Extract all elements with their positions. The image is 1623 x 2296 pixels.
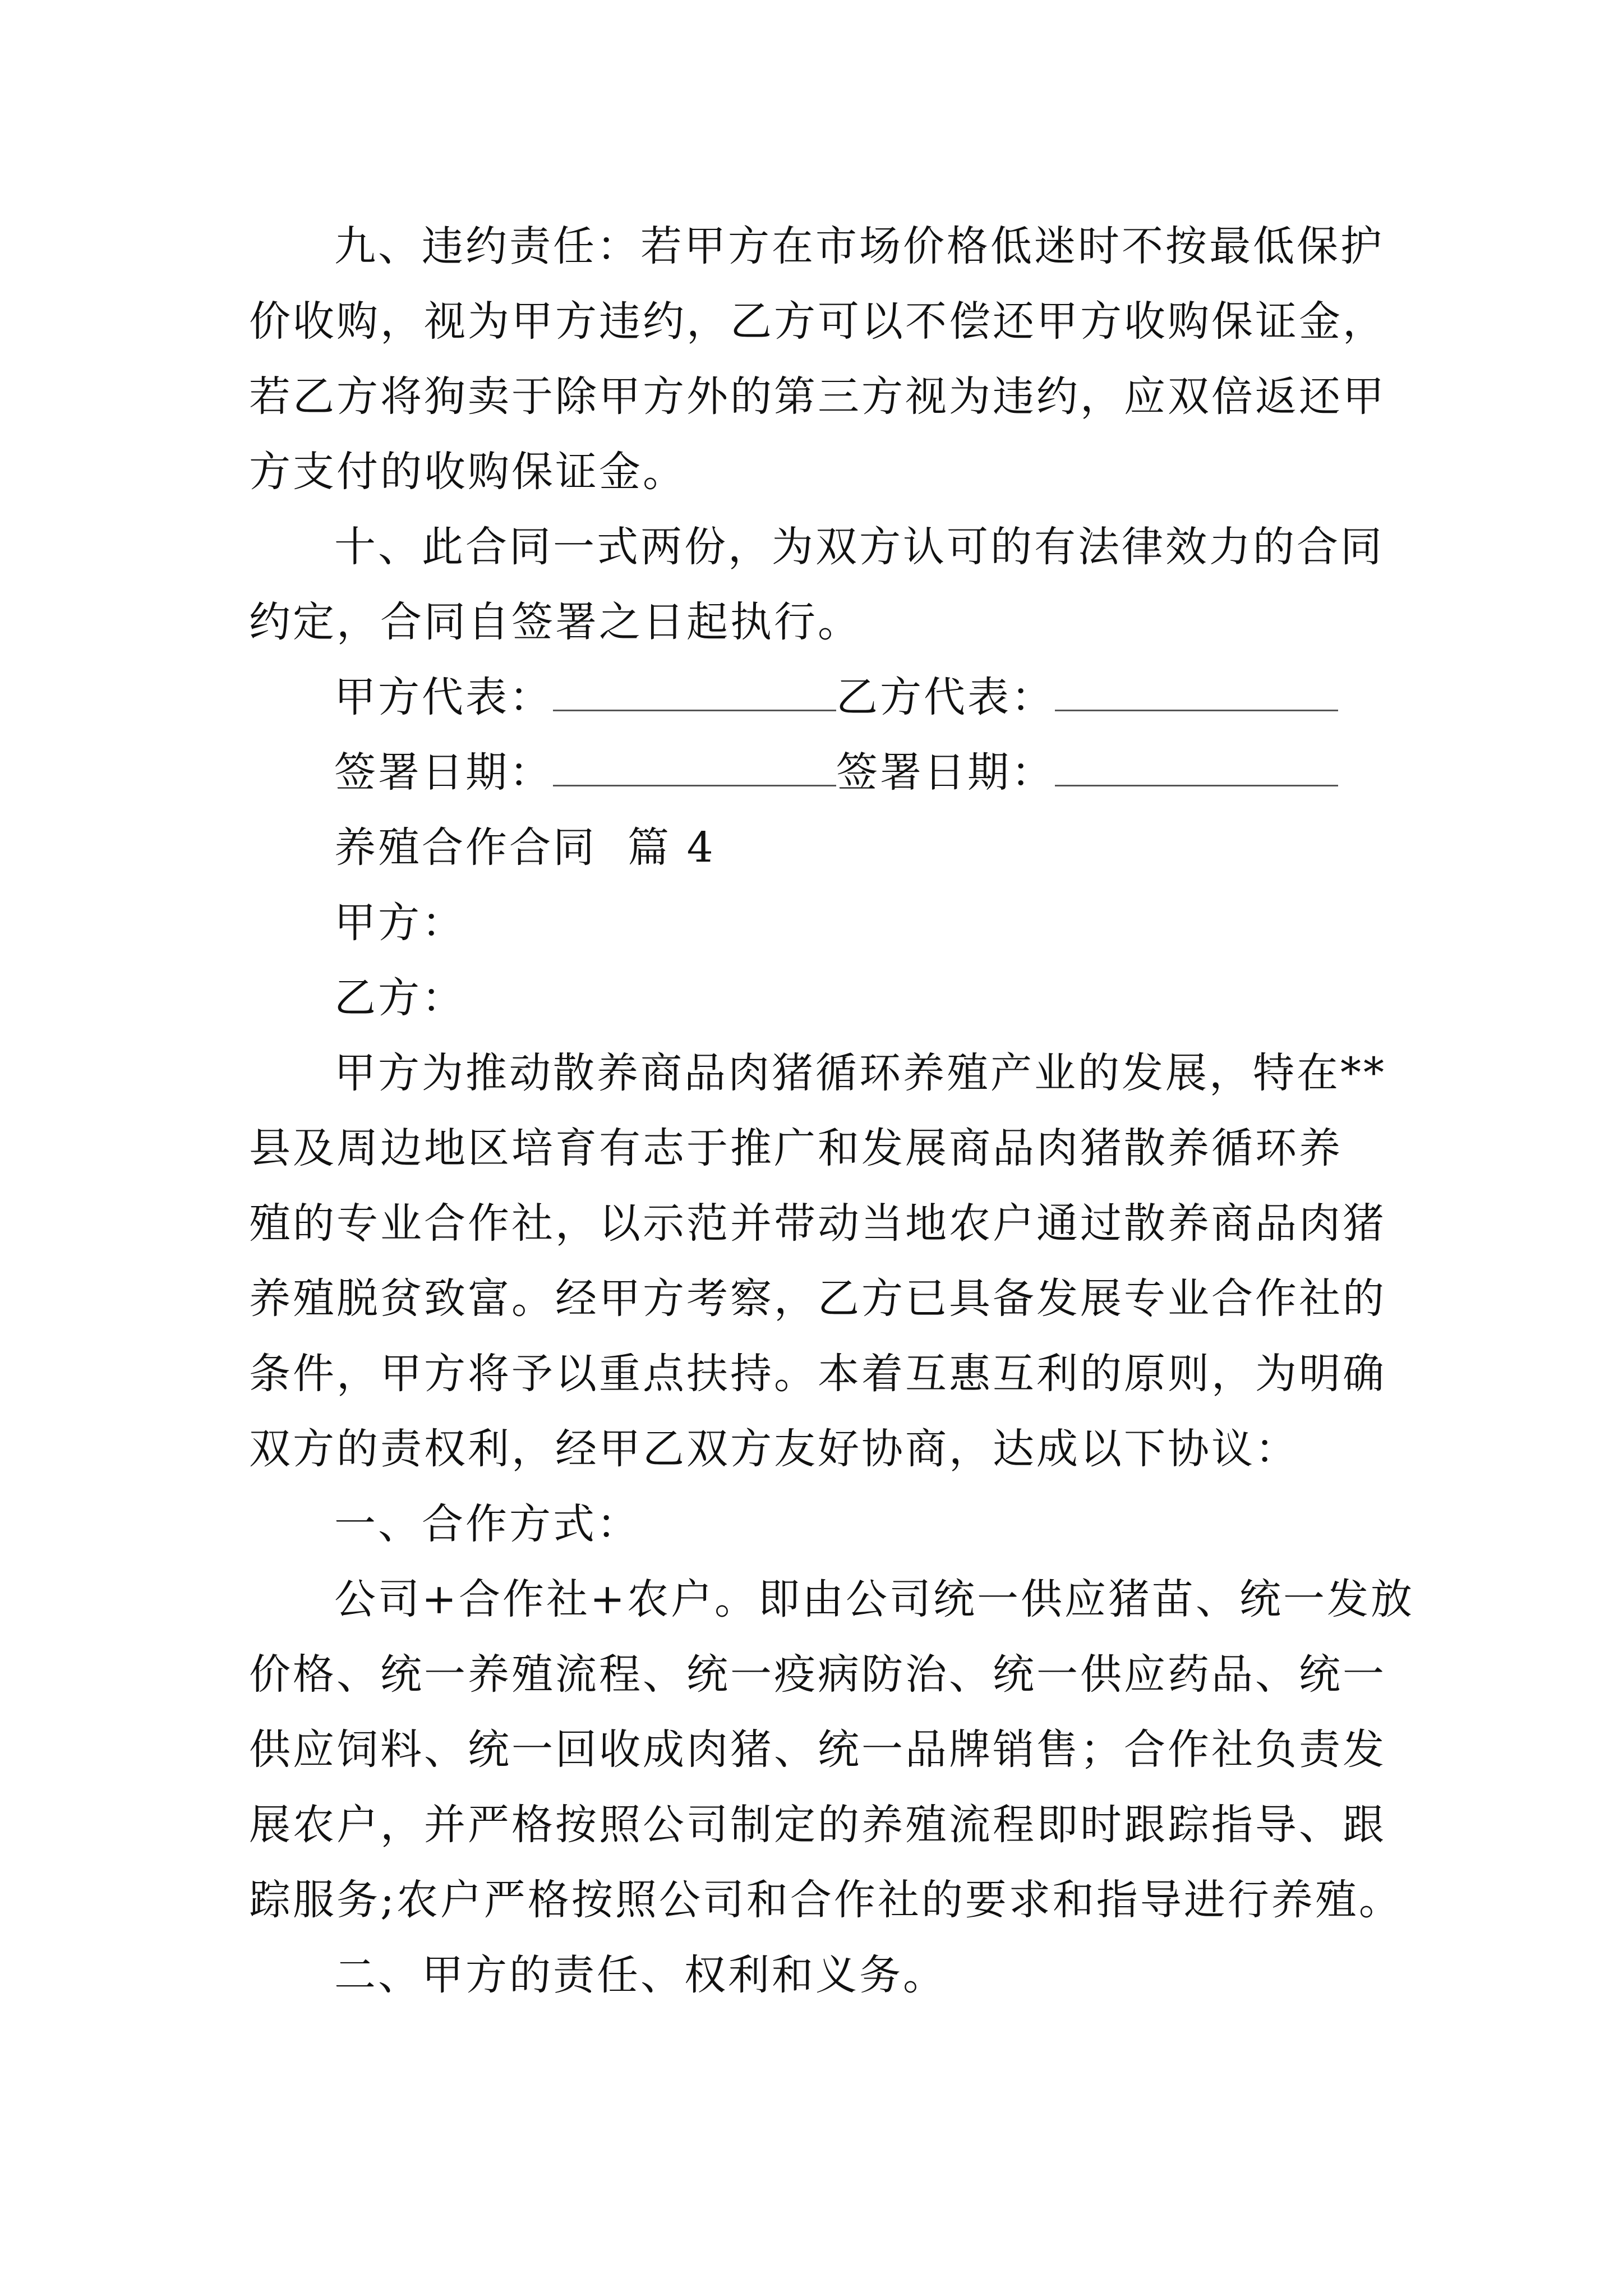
- section10-line-2: 约定，合同自签署之日起执行。: [249, 598, 861, 646]
- clause1-line-1: 公司+合作社+农户。即由公司统一供应猪苗、统一发放: [334, 1575, 1415, 1623]
- intro-line-3: 殖的专业合作社，以示范并带动当地农户通过散养商品肉猪: [249, 1199, 1386, 1248]
- signature-row-dates: [249, 735, 1393, 810]
- section9-line-3: 若乙方将狗卖于除甲方外的第三方视为违约，应双倍返还甲: [249, 372, 1386, 421]
- clause1-line-5: 踪服务;农户严格按照公司和合作社的要求和指导进行养殖。: [249, 1876, 1403, 1924]
- clause1-line-2: 价格、统一养殖流程、统一疫病防治、统一供应药品、统一: [249, 1650, 1386, 1699]
- document-page: [249, 209, 1415, 2013]
- intro-line-1: 甲方为推动散养商品肉猪循环养殖产业的发展，特在**: [334, 1049, 1386, 1097]
- intro-line-5: 条件，甲方将予以重点扶持。本着互惠互利的原则，为明确: [249, 1350, 1386, 1398]
- clause1-line-4: 展农户，并严格按照公司制定的养殖流程即时跟踪指导、跟: [249, 1801, 1386, 1849]
- section9-line-4: 方支付的收购保证金。: [249, 448, 686, 496]
- party-b-label: 乙方：: [334, 974, 465, 1022]
- section9-line-1: 九、违约责任：若甲方在市场价格低迷时不按最低保护: [334, 222, 1384, 270]
- party-a-rep-label: 甲方代表：: [334, 673, 553, 721]
- sign-date-a-label: 签署日期：: [334, 748, 553, 797]
- contract-heading: 养殖合作合同 篇 4: [334, 823, 716, 872]
- party-b-rep-label: 乙方代表：: [836, 673, 1055, 721]
- intro-line-2: 县及周边地区培育有志于推广和发展商品肉猪散养循环养: [249, 1124, 1343, 1172]
- party-a-rep-blank: [553, 670, 836, 711]
- party-a-label: 甲方：: [334, 899, 465, 947]
- signature-row-representatives: [249, 660, 1393, 735]
- sign-date-b-blank: [1055, 746, 1338, 786]
- section9-line-2: 价收购，视为甲方违约，乙方可以不偿还甲方收购保证金，: [249, 297, 1386, 346]
- party-b-rep-blank: [1055, 670, 1338, 711]
- section10-line-1: 十、此合同一式两份，为双方认可的有法律效力的合同: [334, 523, 1384, 571]
- sign-date-a-blank: [553, 746, 836, 786]
- intro-line-6: 双方的责权利，经甲乙双方友好协商，达成以下协议：: [249, 1425, 1299, 1473]
- sign-date-b-label: 签署日期：: [836, 748, 1055, 797]
- clause1-line-3: 供应饲料、统一回收成肉猪、统一品牌销售；合作社负责发: [249, 1726, 1386, 1774]
- intro-line-4: 养殖脱贫致富。经甲方考察，乙方已具备发展专业合作社的: [249, 1274, 1386, 1323]
- clause1-title: 一、合作方式：: [334, 1500, 640, 1548]
- clause2-title: 二、甲方的责任、权利和义务。: [334, 1951, 947, 1999]
